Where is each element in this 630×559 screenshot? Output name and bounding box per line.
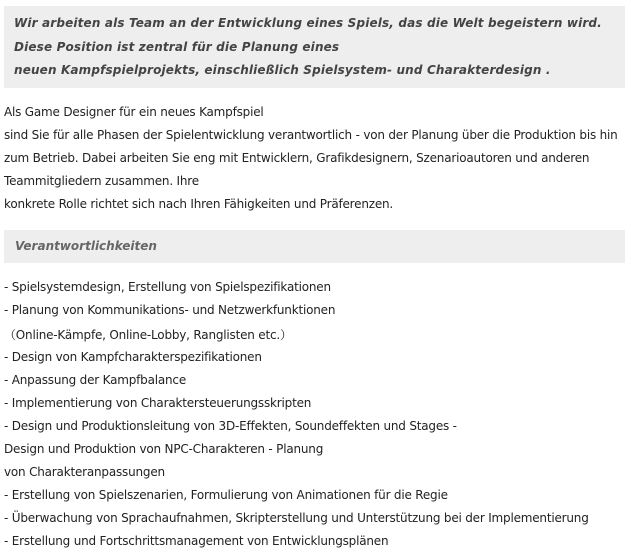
description-line-2: sind Sie für alle Phasen der Spielentwicklung verantwortlich - von der Planung über die Produktion bis hin	[4, 128, 618, 142]
list-item: - Planung von Kommunikations- und Netzwerkfunktionen	[4, 303, 336, 317]
list-item: （Online-Kämpfe, Online-Lobby, Ranglisten etc.）	[4, 328, 292, 342]
section-title: Verantwortlichkeiten	[15, 239, 157, 253]
intro-line-3: neuen Kampfspielprojekts, einschließlich Spielsystem- und Charakterdesign .	[14, 63, 551, 77]
list-item: von Charakteranpassungen	[4, 465, 165, 479]
intro-line-2: Diese Position ist zentral für die Planung eines	[14, 40, 340, 54]
description-line-3: zum Betrieb. Dabei arbeiten Sie eng mit Entwicklern, Grafikdesignern, Szenarioautoren und anderen	[4, 151, 590, 165]
list-item: - Design von Kampfcharakterspezifikationen	[4, 350, 262, 364]
list-item: - Überwachung von Sprachaufnahmen, Skripterstellung und Unterstützung bei der Implementierung	[4, 511, 589, 525]
description-line-1: Als Game Designer für ein neues Kampfspiel	[4, 105, 264, 119]
list-item: - Erstellung und Fortschrittsmanagement von Entwicklungsplänen	[4, 534, 389, 548]
list-item: - Anpassung der Kampfbalance	[4, 373, 187, 387]
list-item: - Spielsystemdesign, Erstellung von Spielspezifikationen	[4, 280, 331, 294]
list-item: - Design und Produktionsleitung von 3D-Effekten, Soundeffekten und Stages -	[4, 419, 457, 433]
responsibilities-header	[4, 230, 625, 263]
intro-box	[4, 6, 625, 88]
description-line-4: Teammitgliedern zusammen. Ihre	[4, 174, 199, 188]
intro-line-1: Wir arbeiten als Team an der Entwicklung eines Spiels, das die Welt begeistern wird.	[14, 16, 602, 30]
list-item: - Erstellung von Spielszenarien, Formulierung von Animationen für die Regie	[4, 488, 448, 502]
list-item: - Implementierung von Charaktersteuerungsskripten	[4, 396, 312, 410]
list-item: Design und Produktion von NPC-Charakteren - Planung	[4, 442, 324, 456]
description-line-5: konkrete Rolle richtet sich nach Ihren Fähigkeiten und Präferenzen.	[4, 197, 394, 211]
